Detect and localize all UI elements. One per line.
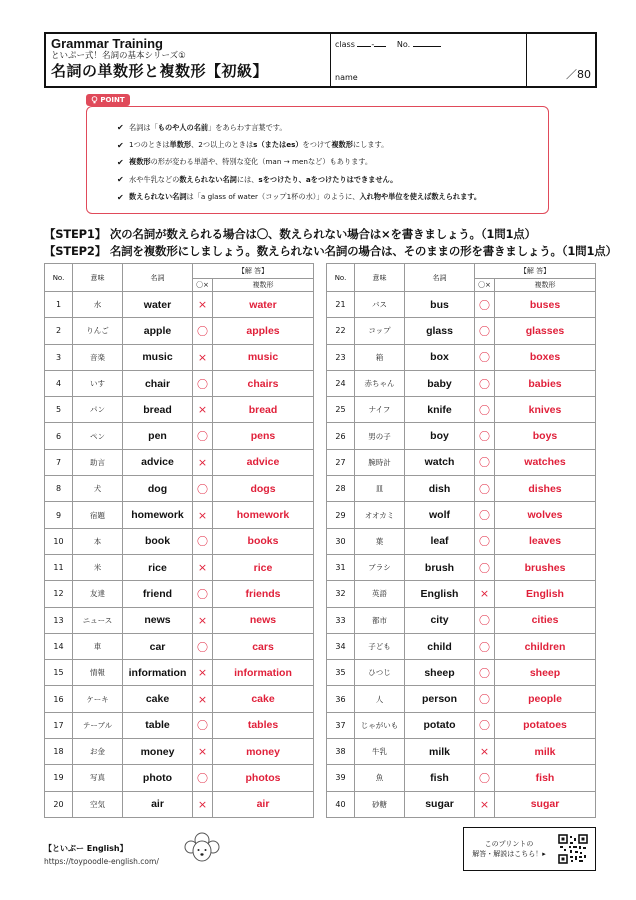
row-noun: friend <box>123 581 193 607</box>
row-number: 7 <box>45 449 73 475</box>
row-mark: 〇 <box>193 581 213 607</box>
row-mark: 〇 <box>193 318 213 344</box>
check-icon: ✔ <box>117 192 124 202</box>
table-row <box>327 528 596 554</box>
row-meaning: ニュース <box>73 607 123 633</box>
row-number: 3 <box>45 344 73 370</box>
row-plural: chairs <box>213 370 314 396</box>
row-meaning: ケーキ <box>73 686 123 712</box>
check-icon: ✔ <box>117 140 124 150</box>
point-tag <box>86 94 130 106</box>
row-plural: music <box>213 344 314 370</box>
row-noun: baby <box>405 370 475 396</box>
row-number: 18 <box>45 739 73 765</box>
row-mark: × <box>475 581 495 607</box>
row-mark: 〇 <box>193 370 213 396</box>
row-meaning: 空気 <box>73 791 123 817</box>
row-noun: apple <box>123 318 193 344</box>
row-plural: water <box>213 292 314 318</box>
no-label: No. <box>396 40 411 49</box>
row-meaning: 腕時計 <box>355 449 405 475</box>
row-meaning: ペン <box>73 423 123 449</box>
row-meaning: ナイフ <box>355 397 405 423</box>
table-row <box>45 528 314 554</box>
row-noun: boy <box>405 423 475 449</box>
table-row <box>45 686 314 712</box>
row-noun: potato <box>405 712 475 738</box>
table-row <box>45 449 314 475</box>
row-plural: people <box>495 686 596 712</box>
row-number: 20 <box>45 791 73 817</box>
point-item-text: 数えられない名詞は「a glass of water（コップ1杯の水）」のように、入れ物や単位を使えば数えられます。 <box>129 192 482 202</box>
row-meaning: 助言 <box>73 449 123 475</box>
row-number: 36 <box>327 686 355 712</box>
row-meaning: 音楽 <box>73 344 123 370</box>
step1-instruction: 【STEP1】 次の名詞が数えられる場合は〇、数えられない場合は×を書きましょう。（1問1点） <box>44 227 536 241</box>
row-meaning: 人 <box>355 686 405 712</box>
row-plural: glasses <box>495 318 596 344</box>
table-row <box>327 397 596 423</box>
class-no-line <box>335 40 441 49</box>
row-number: 24 <box>327 370 355 396</box>
row-noun: information <box>123 660 193 686</box>
point-item <box>117 136 548 153</box>
table-row <box>45 554 314 580</box>
row-mark: 〇 <box>475 528 495 554</box>
row-plural: dishes <box>495 476 596 502</box>
row-noun: car <box>123 633 193 659</box>
table-row <box>45 502 314 528</box>
row-plural: cars <box>213 633 314 659</box>
row-noun: sheep <box>405 660 475 686</box>
header-title-block <box>46 34 331 86</box>
col-meaning: 意味 <box>73 264 123 292</box>
row-plural: milk <box>495 739 596 765</box>
row-plural: wolves <box>495 502 596 528</box>
row-number: 13 <box>45 607 73 633</box>
row-meaning: 子ども <box>355 633 405 659</box>
table-row <box>45 370 314 396</box>
row-noun: sugar <box>405 791 475 817</box>
row-noun: chair <box>123 370 193 396</box>
row-plural: friends <box>213 581 314 607</box>
row-mark: 〇 <box>475 370 495 396</box>
row-mark: 〇 <box>475 712 495 738</box>
row-meaning: バス <box>355 292 405 318</box>
row-number: 40 <box>327 791 355 817</box>
row-number: 12 <box>45 581 73 607</box>
row-meaning: 写真 <box>73 765 123 791</box>
class-label: class <box>335 40 355 49</box>
row-plural: cake <box>213 686 314 712</box>
row-plural: news <box>213 607 314 633</box>
row-meaning: 宿題 <box>73 502 123 528</box>
row-number: 30 <box>327 528 355 554</box>
row-mark: × <box>193 449 213 475</box>
table-row <box>327 581 596 607</box>
row-meaning: パン <box>73 397 123 423</box>
table-row <box>327 344 596 370</box>
row-meaning: 都市 <box>355 607 405 633</box>
row-number: 5 <box>45 397 73 423</box>
table-row <box>45 712 314 738</box>
row-number: 25 <box>327 397 355 423</box>
row-mark: 〇 <box>475 397 495 423</box>
brand-name: 【といぷー English】 <box>44 844 128 853</box>
row-mark: 〇 <box>193 765 213 791</box>
point-item-text: 名詞は「ものや人の名前」をあらわす言葉です。 <box>129 122 287 132</box>
row-noun: city <box>405 607 475 633</box>
table-row <box>327 765 596 791</box>
row-mark: × <box>193 660 213 686</box>
row-meaning: 魚 <box>355 765 405 791</box>
poodle-mascot-icon <box>182 830 222 866</box>
row-mark: × <box>193 791 213 817</box>
row-mark: × <box>475 739 495 765</box>
row-number: 2 <box>45 318 73 344</box>
check-icon: ✔ <box>117 157 124 167</box>
row-meaning: 友達 <box>73 581 123 607</box>
row-noun: dog <box>123 476 193 502</box>
row-noun: child <box>405 633 475 659</box>
class-name-block <box>331 34 527 86</box>
table-row <box>327 686 596 712</box>
row-mark: 〇 <box>193 476 213 502</box>
row-number: 33 <box>327 607 355 633</box>
row-meaning: お金 <box>73 739 123 765</box>
table-row <box>327 712 596 738</box>
row-number: 22 <box>327 318 355 344</box>
col-answer: 【解 答】 <box>475 264 596 279</box>
row-number: 6 <box>45 423 73 449</box>
row-noun: advice <box>123 449 193 475</box>
table-row <box>45 397 314 423</box>
row-plural: dogs <box>213 476 314 502</box>
table-row <box>45 660 314 686</box>
col-noun: 名詞 <box>405 264 475 292</box>
table-row <box>45 581 314 607</box>
row-meaning: テーブル <box>73 712 123 738</box>
row-mark: 〇 <box>193 528 213 554</box>
table-row <box>45 739 314 765</box>
table-row <box>327 318 596 344</box>
row-mark: 〇 <box>475 292 495 318</box>
row-meaning: コップ <box>355 318 405 344</box>
row-mark: × <box>193 502 213 528</box>
row-noun: photo <box>123 765 193 791</box>
row-noun: pen <box>123 423 193 449</box>
row-plural: cities <box>495 607 596 633</box>
row-noun: cake <box>123 686 193 712</box>
row-plural: boxes <box>495 344 596 370</box>
row-mark: × <box>193 554 213 580</box>
row-mark: × <box>475 791 495 817</box>
bulb-icon <box>91 96 98 104</box>
col-noun: 名詞 <box>123 264 193 292</box>
row-noun: news <box>123 607 193 633</box>
row-number: 10 <box>45 528 73 554</box>
row-plural: fish <box>495 765 596 791</box>
row-meaning: ひつじ <box>355 660 405 686</box>
row-plural: information <box>213 660 314 686</box>
row-meaning: 砂糖 <box>355 791 405 817</box>
row-number: 34 <box>327 633 355 659</box>
row-plural: photos <box>213 765 314 791</box>
row-number: 31 <box>327 554 355 580</box>
table-row <box>45 423 314 449</box>
class-dash: - <box>371 40 375 49</box>
row-noun: knife <box>405 397 475 423</box>
row-number: 21 <box>327 292 355 318</box>
table-row <box>45 765 314 791</box>
row-noun: rice <box>123 554 193 580</box>
row-mark: × <box>193 607 213 633</box>
row-noun: person <box>405 686 475 712</box>
row-noun: dish <box>405 476 475 502</box>
row-mark: 〇 <box>475 318 495 344</box>
row-mark: 〇 <box>475 344 495 370</box>
row-noun: English <box>405 581 475 607</box>
table-row <box>327 423 596 449</box>
row-plural: air <box>213 791 314 817</box>
table-row <box>327 449 596 475</box>
row-noun: air <box>123 791 193 817</box>
score-block <box>527 34 595 86</box>
row-number: 32 <box>327 581 355 607</box>
row-number: 35 <box>327 660 355 686</box>
row-noun: book <box>123 528 193 554</box>
row-plural: English <box>495 581 596 607</box>
point-item <box>117 189 548 206</box>
row-mark: 〇 <box>193 712 213 738</box>
row-plural: homework <box>213 502 314 528</box>
header-title: Grammar Training <box>51 36 163 51</box>
row-number: 28 <box>327 476 355 502</box>
table-row <box>327 607 596 633</box>
row-noun: music <box>123 344 193 370</box>
row-mark: 〇 <box>475 476 495 502</box>
check-icon: ✔ <box>117 175 124 185</box>
row-plural: babies <box>495 370 596 396</box>
row-plural: sheep <box>495 660 596 686</box>
table-row <box>327 739 596 765</box>
row-plural: pens <box>213 423 314 449</box>
answer-qr-box[interactable] <box>463 827 596 871</box>
row-number: 37 <box>327 712 355 738</box>
col-plural: 複数形 <box>213 279 314 292</box>
row-meaning: 皿 <box>355 476 405 502</box>
row-number: 4 <box>45 370 73 396</box>
row-mark: 〇 <box>475 554 495 580</box>
table-row <box>327 476 596 502</box>
row-noun: fish <box>405 765 475 791</box>
row-meaning: 犬 <box>73 476 123 502</box>
row-noun: milk <box>405 739 475 765</box>
header-series: といぷー式！名詞の基本シリーズ① <box>51 51 186 61</box>
row-number: 26 <box>327 423 355 449</box>
row-noun: watch <box>405 449 475 475</box>
row-plural: watches <box>495 449 596 475</box>
row-number: 14 <box>45 633 73 659</box>
col-no: No. <box>327 264 355 292</box>
row-number: 9 <box>45 502 73 528</box>
step2-instruction: 【STEP2】 名詞を複数形にしましょう。数えられない名詞の場合は、そのままの形を書きましょう。（1問1点） <box>44 244 617 258</box>
row-number: 15 <box>45 660 73 686</box>
row-plural: bread <box>213 397 314 423</box>
table-row <box>45 633 314 659</box>
table-row <box>327 791 596 817</box>
row-meaning: 葉 <box>355 528 405 554</box>
row-mark: 〇 <box>475 423 495 449</box>
table-row <box>45 318 314 344</box>
row-meaning: 箱 <box>355 344 405 370</box>
row-plural: books <box>213 528 314 554</box>
point-box <box>86 106 549 214</box>
row-meaning: 米 <box>73 554 123 580</box>
row-meaning: 牛乳 <box>355 739 405 765</box>
row-number: 8 <box>45 476 73 502</box>
row-plural: buses <box>495 292 596 318</box>
row-noun: leaf <box>405 528 475 554</box>
table-row <box>45 791 314 817</box>
row-plural: boys <box>495 423 596 449</box>
row-mark: × <box>193 739 213 765</box>
table-row <box>327 633 596 659</box>
row-meaning: 英語 <box>355 581 405 607</box>
worksheet-header <box>44 32 597 88</box>
table-row <box>45 607 314 633</box>
row-number: 27 <box>327 449 355 475</box>
answer-table-right <box>326 263 596 818</box>
col-no: No. <box>45 264 73 292</box>
row-plural: potatoes <box>495 712 596 738</box>
point-tag-label: POINT <box>100 96 125 104</box>
check-icon: ✔ <box>117 123 124 133</box>
answer-table-left <box>44 263 314 818</box>
row-noun: wolf <box>405 502 475 528</box>
row-noun: homework <box>123 502 193 528</box>
row-meaning: 車 <box>73 633 123 659</box>
row-noun: brush <box>405 554 475 580</box>
row-noun: water <box>123 292 193 318</box>
row-noun: bread <box>123 397 193 423</box>
row-noun: money <box>123 739 193 765</box>
point-item-text: 水や牛乳などの数えられない名詞には、sをつけたり、aをつけたりはできません。 <box>129 174 398 184</box>
row-plural: money <box>213 739 314 765</box>
row-mark: 〇 <box>475 449 495 475</box>
point-item-text: 複数形の形が変わる単語や、特別な変化（man → menなど）もあります。 <box>129 157 373 167</box>
col-answer: 【解 答】 <box>193 264 314 279</box>
score-total: ／80 <box>566 68 591 81</box>
row-number: 39 <box>327 765 355 791</box>
row-plural: rice <box>213 554 314 580</box>
row-meaning: オオカミ <box>355 502 405 528</box>
point-item-text: 1つのときは単数形、2つ以上のときはs（またはes）をつけて複数形にします。 <box>129 140 389 150</box>
row-meaning: 男の子 <box>355 423 405 449</box>
table-row <box>327 292 596 318</box>
row-noun: bus <box>405 292 475 318</box>
point-item <box>117 119 548 136</box>
row-plural: apples <box>213 318 314 344</box>
row-plural: children <box>495 633 596 659</box>
qr-caption-line2: 解答・解説はこちら！▸ <box>472 850 546 858</box>
row-mark: 〇 <box>193 423 213 449</box>
row-number: 38 <box>327 739 355 765</box>
row-mark: 〇 <box>475 765 495 791</box>
row-plural: sugar <box>495 791 596 817</box>
qr-caption-line1: このプリントの <box>484 840 534 848</box>
row-noun: table <box>123 712 193 738</box>
row-mark: × <box>193 344 213 370</box>
row-meaning: 赤ちゃん <box>355 370 405 396</box>
col-plural: 複数形 <box>495 279 596 292</box>
col-mark: 〇× <box>193 279 213 292</box>
table-row <box>327 370 596 396</box>
row-meaning: ブラシ <box>355 554 405 580</box>
row-plural: advice <box>213 449 314 475</box>
row-meaning: 本 <box>73 528 123 554</box>
row-mark: 〇 <box>475 660 495 686</box>
row-number: 17 <box>45 712 73 738</box>
row-plural: tables <box>213 712 314 738</box>
table-row <box>45 292 314 318</box>
row-mark: × <box>193 686 213 712</box>
row-plural: leaves <box>495 528 596 554</box>
row-meaning: いす <box>73 370 123 396</box>
row-mark: 〇 <box>475 633 495 659</box>
row-mark: 〇 <box>475 607 495 633</box>
table-row <box>327 502 596 528</box>
point-item <box>117 154 548 171</box>
row-number: 16 <box>45 686 73 712</box>
row-noun: box <box>405 344 475 370</box>
site-url[interactable]: https://toypoodle-english.com/ <box>44 857 159 866</box>
row-mark: 〇 <box>193 633 213 659</box>
row-mark: 〇 <box>475 502 495 528</box>
row-mark: × <box>193 397 213 423</box>
point-item <box>117 171 548 188</box>
header-main-title: 名詞の単数形と複数形【初級】 <box>51 62 269 80</box>
row-number: 1 <box>45 292 73 318</box>
table-row <box>45 344 314 370</box>
row-plural: brushes <box>495 554 596 580</box>
row-mark: × <box>193 292 213 318</box>
name-label: name <box>335 73 358 82</box>
row-mark: 〇 <box>475 686 495 712</box>
table-row <box>45 476 314 502</box>
row-number: 29 <box>327 502 355 528</box>
col-meaning: 意味 <box>355 264 405 292</box>
row-meaning: 情報 <box>73 660 123 686</box>
row-noun: glass <box>405 318 475 344</box>
row-meaning: 水 <box>73 292 123 318</box>
row-number: 19 <box>45 765 73 791</box>
table-row <box>327 554 596 580</box>
qr-code-icon[interactable] <box>558 834 588 864</box>
row-meaning: りんご <box>73 318 123 344</box>
qr-caption <box>464 839 554 859</box>
row-plural: knives <box>495 397 596 423</box>
col-mark: 〇× <box>475 279 495 292</box>
table-row <box>327 660 596 686</box>
row-number: 23 <box>327 344 355 370</box>
row-meaning: じゃがいも <box>355 712 405 738</box>
row-number: 11 <box>45 554 73 580</box>
